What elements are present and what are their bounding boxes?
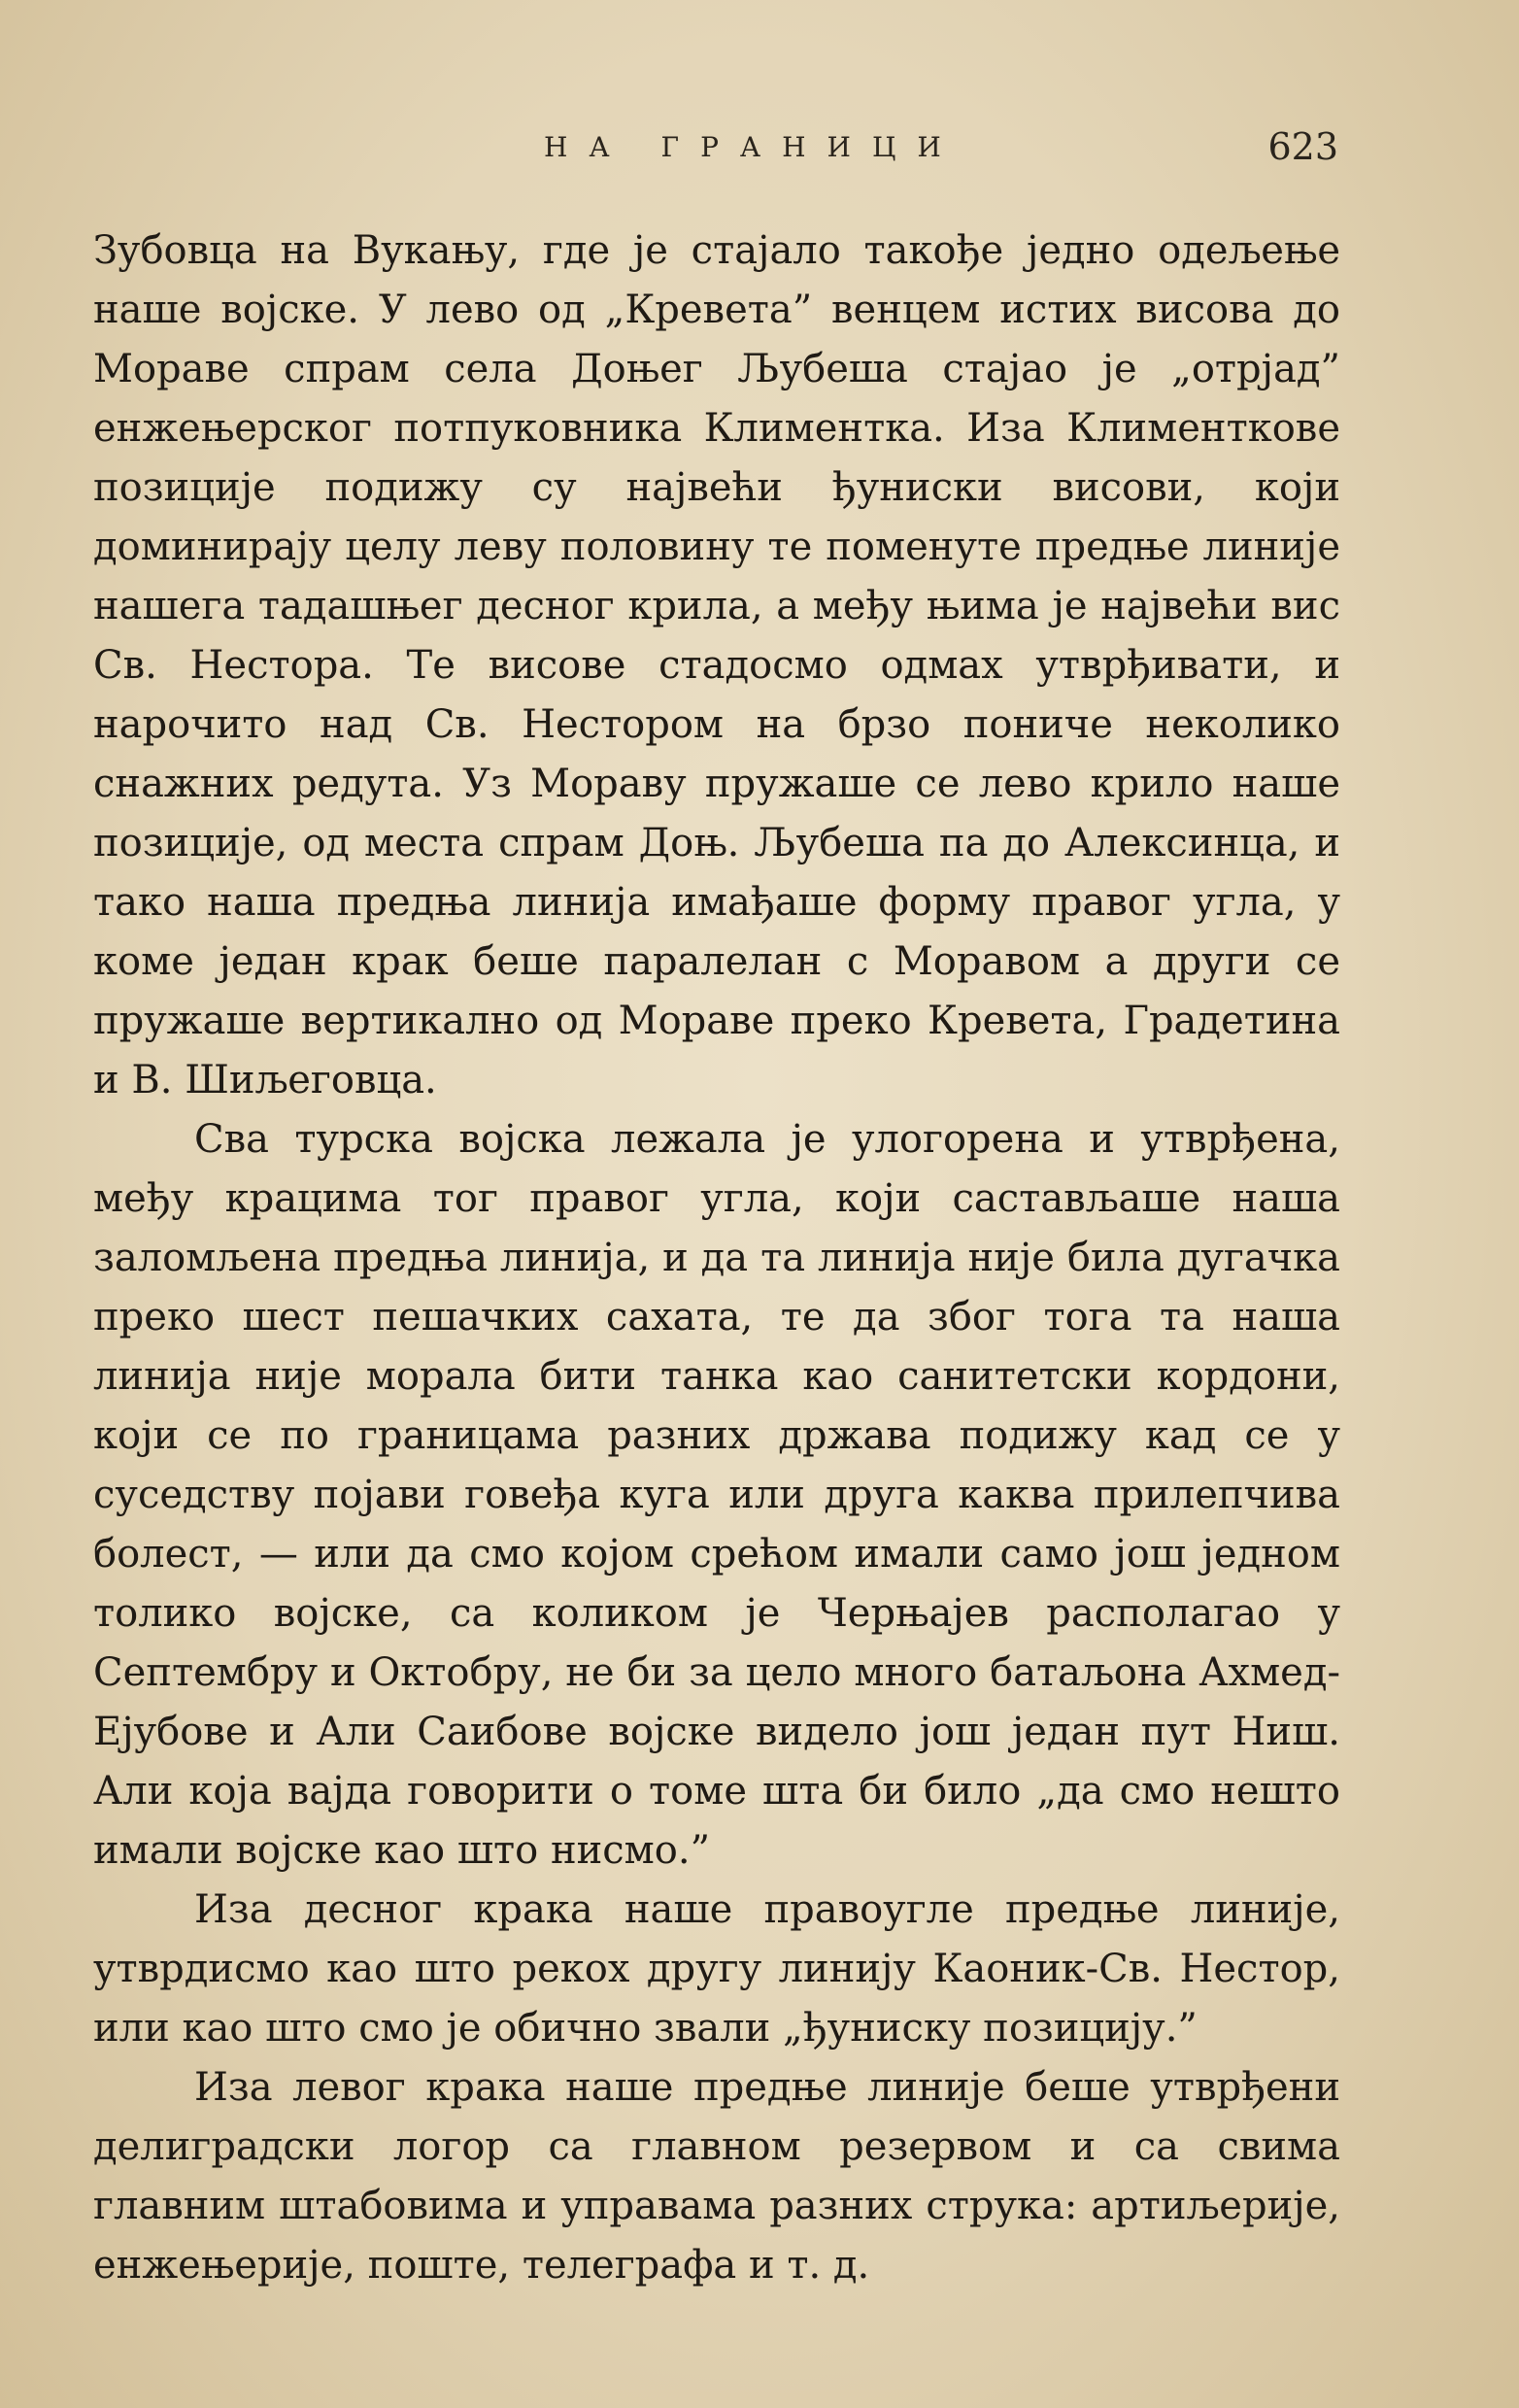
paragraph-1: Зубовца на Вукању, где је стајало такође једно одељење наше војске. У лево од „Кревета” венцем истих висова до Мораве спрам села Доњег Љубеша стајао је „отрјад” енжењерског потпуковника Климентка. Иза Климентковe позиције подижу су највећи ђуниски висови, који доминирају целу леву половину те поменуте предње линије нашега тадашњег десног крила, а међу њима је највећи вис Св. Нестора. Те висове стадосмо одмах утврђивати, и нарочито над Св. Нестором на брзо пониче неколико снажних редута. Уз Мораву пружаше се лево крило наше позиције, од места спрам Доњ. Љубеша па до Алексинца, и тако наша предња линија имађаше форму правог угла, у коме један крак беше паралелан с Моравом а други се пружаше вертикално од Мораве преко Кревета, Градетина и В. Шиљеговца. xyxy=(93,228,1340,1102)
body-text xyxy=(93,221,1340,2295)
running-title: НА ГРАНИЦИ xyxy=(544,131,962,163)
page-number: 623 xyxy=(1267,125,1338,168)
paragraph-3: Иза десног крака наше правоугле предње линије, утврдисмо као што рекох другу линију Каоник-Св. Нестор, или као што смо је обично звали „ђуниску позицију.” xyxy=(93,1887,1340,2051)
paragraph-2: Сва турска војска лежала је улогорена и утврђена, међу крацима тог правог угла, који састављаше наша заломљена предња линија, и да та линија није била дугачка преко шест пешачких сахата, те да због тога та наша линија није морала бити танка као санитетски кордони, који се по границама разних држава подижу кад се у суседству појави говеђа куга или друга каква прилепчива болест, — или да смо којом срећом имали само још једном толико војске, са коликом је Черњајев располагао у Септембру и Октобру, не би за цело много батаљона Ахмед-Ејубове и Али Саибове војске видело још један пут Ниш. Али која вајда говорити о томе шта би било „да смо нешто имали војске као што нисмо.” xyxy=(93,1117,1340,1873)
page-header xyxy=(0,125,1519,180)
paragraph-4: Иза левог крака наше предње линије беше утврђени делиградски логор са главном резервом и са свима главним штабовима и управама разних струка: артиљерије, енжењерије, поште, телеграфа и т. д. xyxy=(93,2065,1340,2288)
